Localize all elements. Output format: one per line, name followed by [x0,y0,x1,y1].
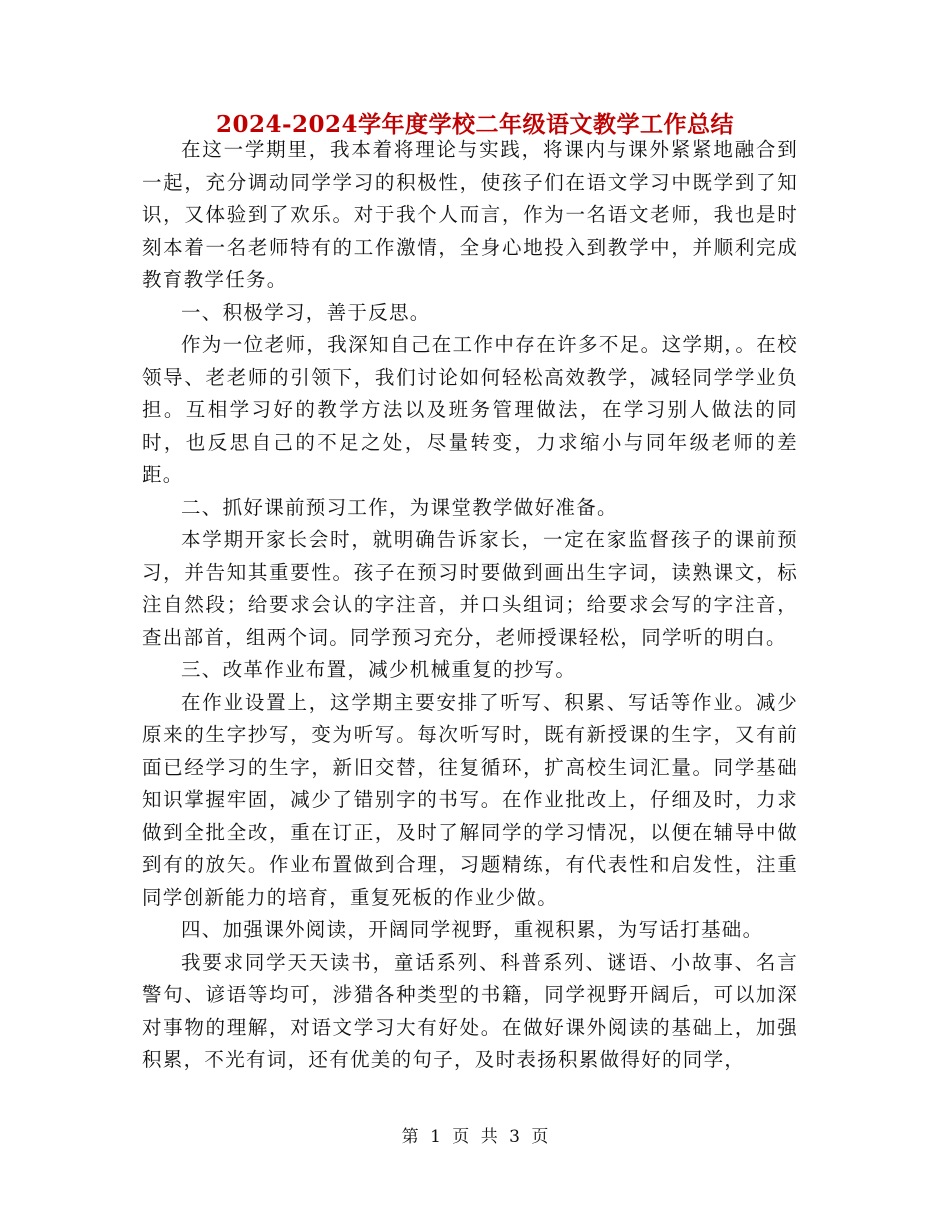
footer-suffix: 页 [531,1127,549,1147]
footer-total-word: 共 [480,1127,498,1147]
section-heading-1: 一、积极学习，善于反思。 [181,300,431,324]
footer-prefix: 第 [401,1127,419,1147]
footer-total-pages: 3 [509,1127,520,1147]
paragraph-section-2: 本学期开家长会时，就明确告诉家长，一定在家监督孩子的课前预习，并告知其重要性。孩子在预习时要做到画出生字词，读熟课文，标注自然段；给要求会认的字注音，并口头组词；给要求会写的字注音，查出部首，组两个词。同学预习充分，老师授课轻松，同学听的明白。 [142,528,798,649]
paragraph-section-1: 作为一位老师，我深知自己在工作中存在许多不足。这学期，。在校领导、老老师的引领下，我们讨论如何轻松高效教学，减轻同学学业负担。互相学习好的教学方法以及班务管理做法，在学习别人做法的同时，也反思自己的不足之处，尽量转变，力求缩小与同年级老师的差距。 [142,333,798,486]
paragraph-intro: 在这一学期里，我本着将理论与实践，将课内与课外紧紧地融合到一起，充分调动同学学习的积极性，使孩子们在语文学习中既学到了知识，又体验到了欢乐。对于我个人而言，作为一名语文老师，我也是时刻本着一名老师特有的工作激情，全身心地投入到教学中，并顺利完成教育教学任务。 [142,138,798,291]
document-title: 2024-2024学年度学校二年级语文教学工作总结 [215,111,735,138]
page-footer [0,1125,950,1149]
section-heading-4: 四、加强课外阅读，开阔同学视野，重视积累，为写话打基础。 [181,918,764,941]
footer-page-word: 页 [452,1127,470,1147]
section-heading-3: 三、改革作业布置，减少机械重复的抄写。 [181,658,577,681]
paragraph-section-3: 在作业设置上，这学期主要安排了听写、积累、写话等作业。减少原来的生字抄写，变为听写。每次听写时，既有新授课的生字，又有前面已经学习的生字，新旧交替，往复循环，扩高校生词汇量。同学基础知识掌握牢固，减少了错别字的书写。在作业批改上，仔细及时，力求做到全批全改，重在订正，及时了解同学的学习情况，以便在辅导中做到有的放矢。作业布置做到合理，习题精练，有代表性和启发性，注重同学创新能力的培育，重复死板的作业少做。 [142,690,798,909]
section-heading-2: 二、抓好课前预习工作，为课堂教学做好准备。 [181,495,618,519]
document-body [142,134,798,1077]
paragraph-section-4: 我要求同学天天读书，童话系列、科普系列、谜语、小故事、名言警句、谚语等均可，涉猎各种类型的书籍，同学视野开阔后，可以加深对事物的理解，对语文学习大有好处。在做好课外阅读的基础上，加强积累，不光有词，还有优美的句子，及时表扬积累做得好的同学， [142,950,798,1071]
footer-current-page: 1 [430,1127,441,1147]
